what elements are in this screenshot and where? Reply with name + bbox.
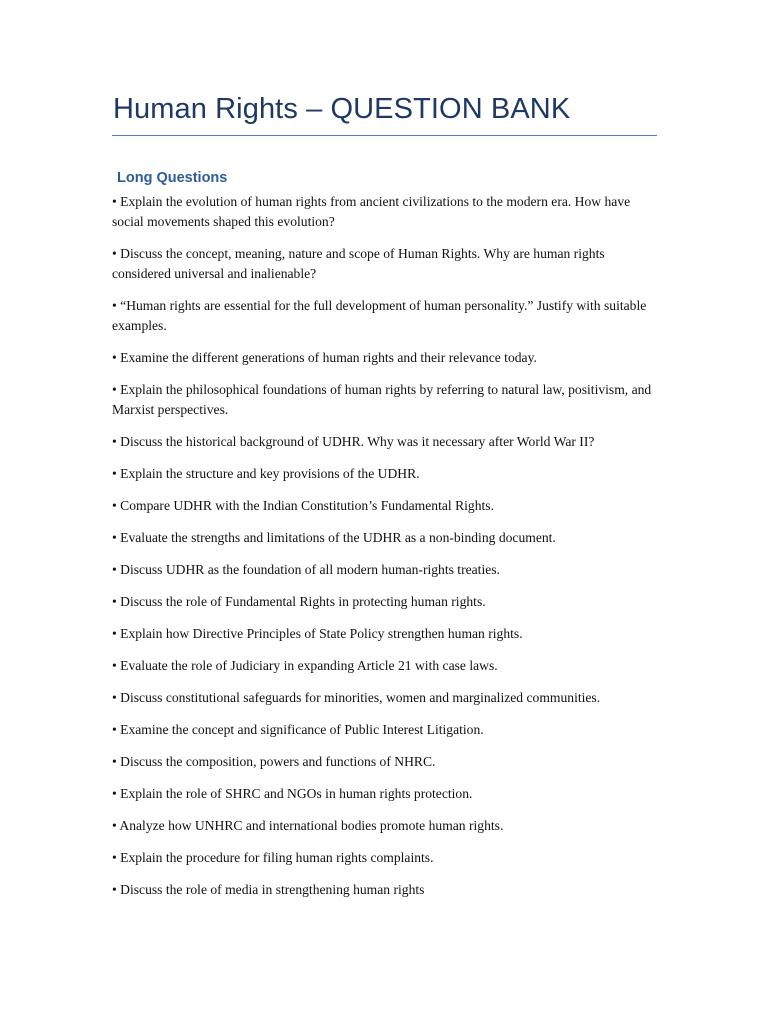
section-heading-long-questions: Long Questions: [117, 169, 228, 186]
question-item: • Compare UDHR with the Indian Constitution’s Fundamental Rights.: [112, 497, 494, 513]
question-item: • “Human rights are essential for the full development of human personality.” Justify with suitable examples.: [112, 297, 647, 333]
question-item: • Explain the structure and key provisions of the UDHR.: [112, 465, 420, 481]
question-list: [112, 192, 657, 900]
question-item: • Examine the concept and significance of Public Interest Litigation.: [112, 721, 484, 737]
question-item: • Discuss the concept, meaning, nature and scope of Human Rights. Why are human rights considered universal and inalienable?: [112, 245, 605, 281]
question-item: • Discuss the role of media in strengthening human rights: [112, 881, 425, 897]
question-item: • Examine the different generations of human rights and their relevance today.: [112, 349, 537, 365]
question-item: • Evaluate the role of Judiciary in expanding Article 21 with case laws.: [112, 657, 498, 673]
question-item: • Evaluate the strengths and limitations of the UDHR as a non-binding document.: [112, 529, 556, 545]
page-title: Human Rights – QUESTION BANK: [113, 93, 571, 125]
question-item: • Discuss the composition, powers and functions of NHRC.: [112, 753, 436, 769]
question-item: • Analyze how UNHRC and international bodies promote human rights.: [112, 817, 504, 833]
question-item: • Explain the evolution of human rights from ancient civilizations to the modern era. How have social movements shaped this evolution?: [112, 193, 631, 229]
question-item: • Explain the procedure for filing human rights complaints.: [112, 849, 434, 865]
question-item: • Discuss the historical background of UDHR. Why was it necessary after World War II?: [112, 433, 595, 449]
title-underline: [112, 135, 657, 136]
question-item: • Explain the philosophical foundations of human rights by referring to natural law, positivism, and Marxist perspectives.: [112, 381, 652, 417]
question-item: • Discuss constitutional safeguards for minorities, women and marginalized communities.: [112, 689, 601, 705]
question-item: • Discuss the role of Fundamental Rights in protecting human rights.: [112, 593, 486, 609]
question-item: • Explain how Directive Principles of State Policy strengthen human rights.: [112, 625, 523, 641]
question-item: • Explain the role of SHRC and NGOs in human rights protection.: [112, 785, 473, 801]
question-item: • Discuss UDHR as the foundation of all modern human-rights treaties.: [112, 561, 500, 577]
